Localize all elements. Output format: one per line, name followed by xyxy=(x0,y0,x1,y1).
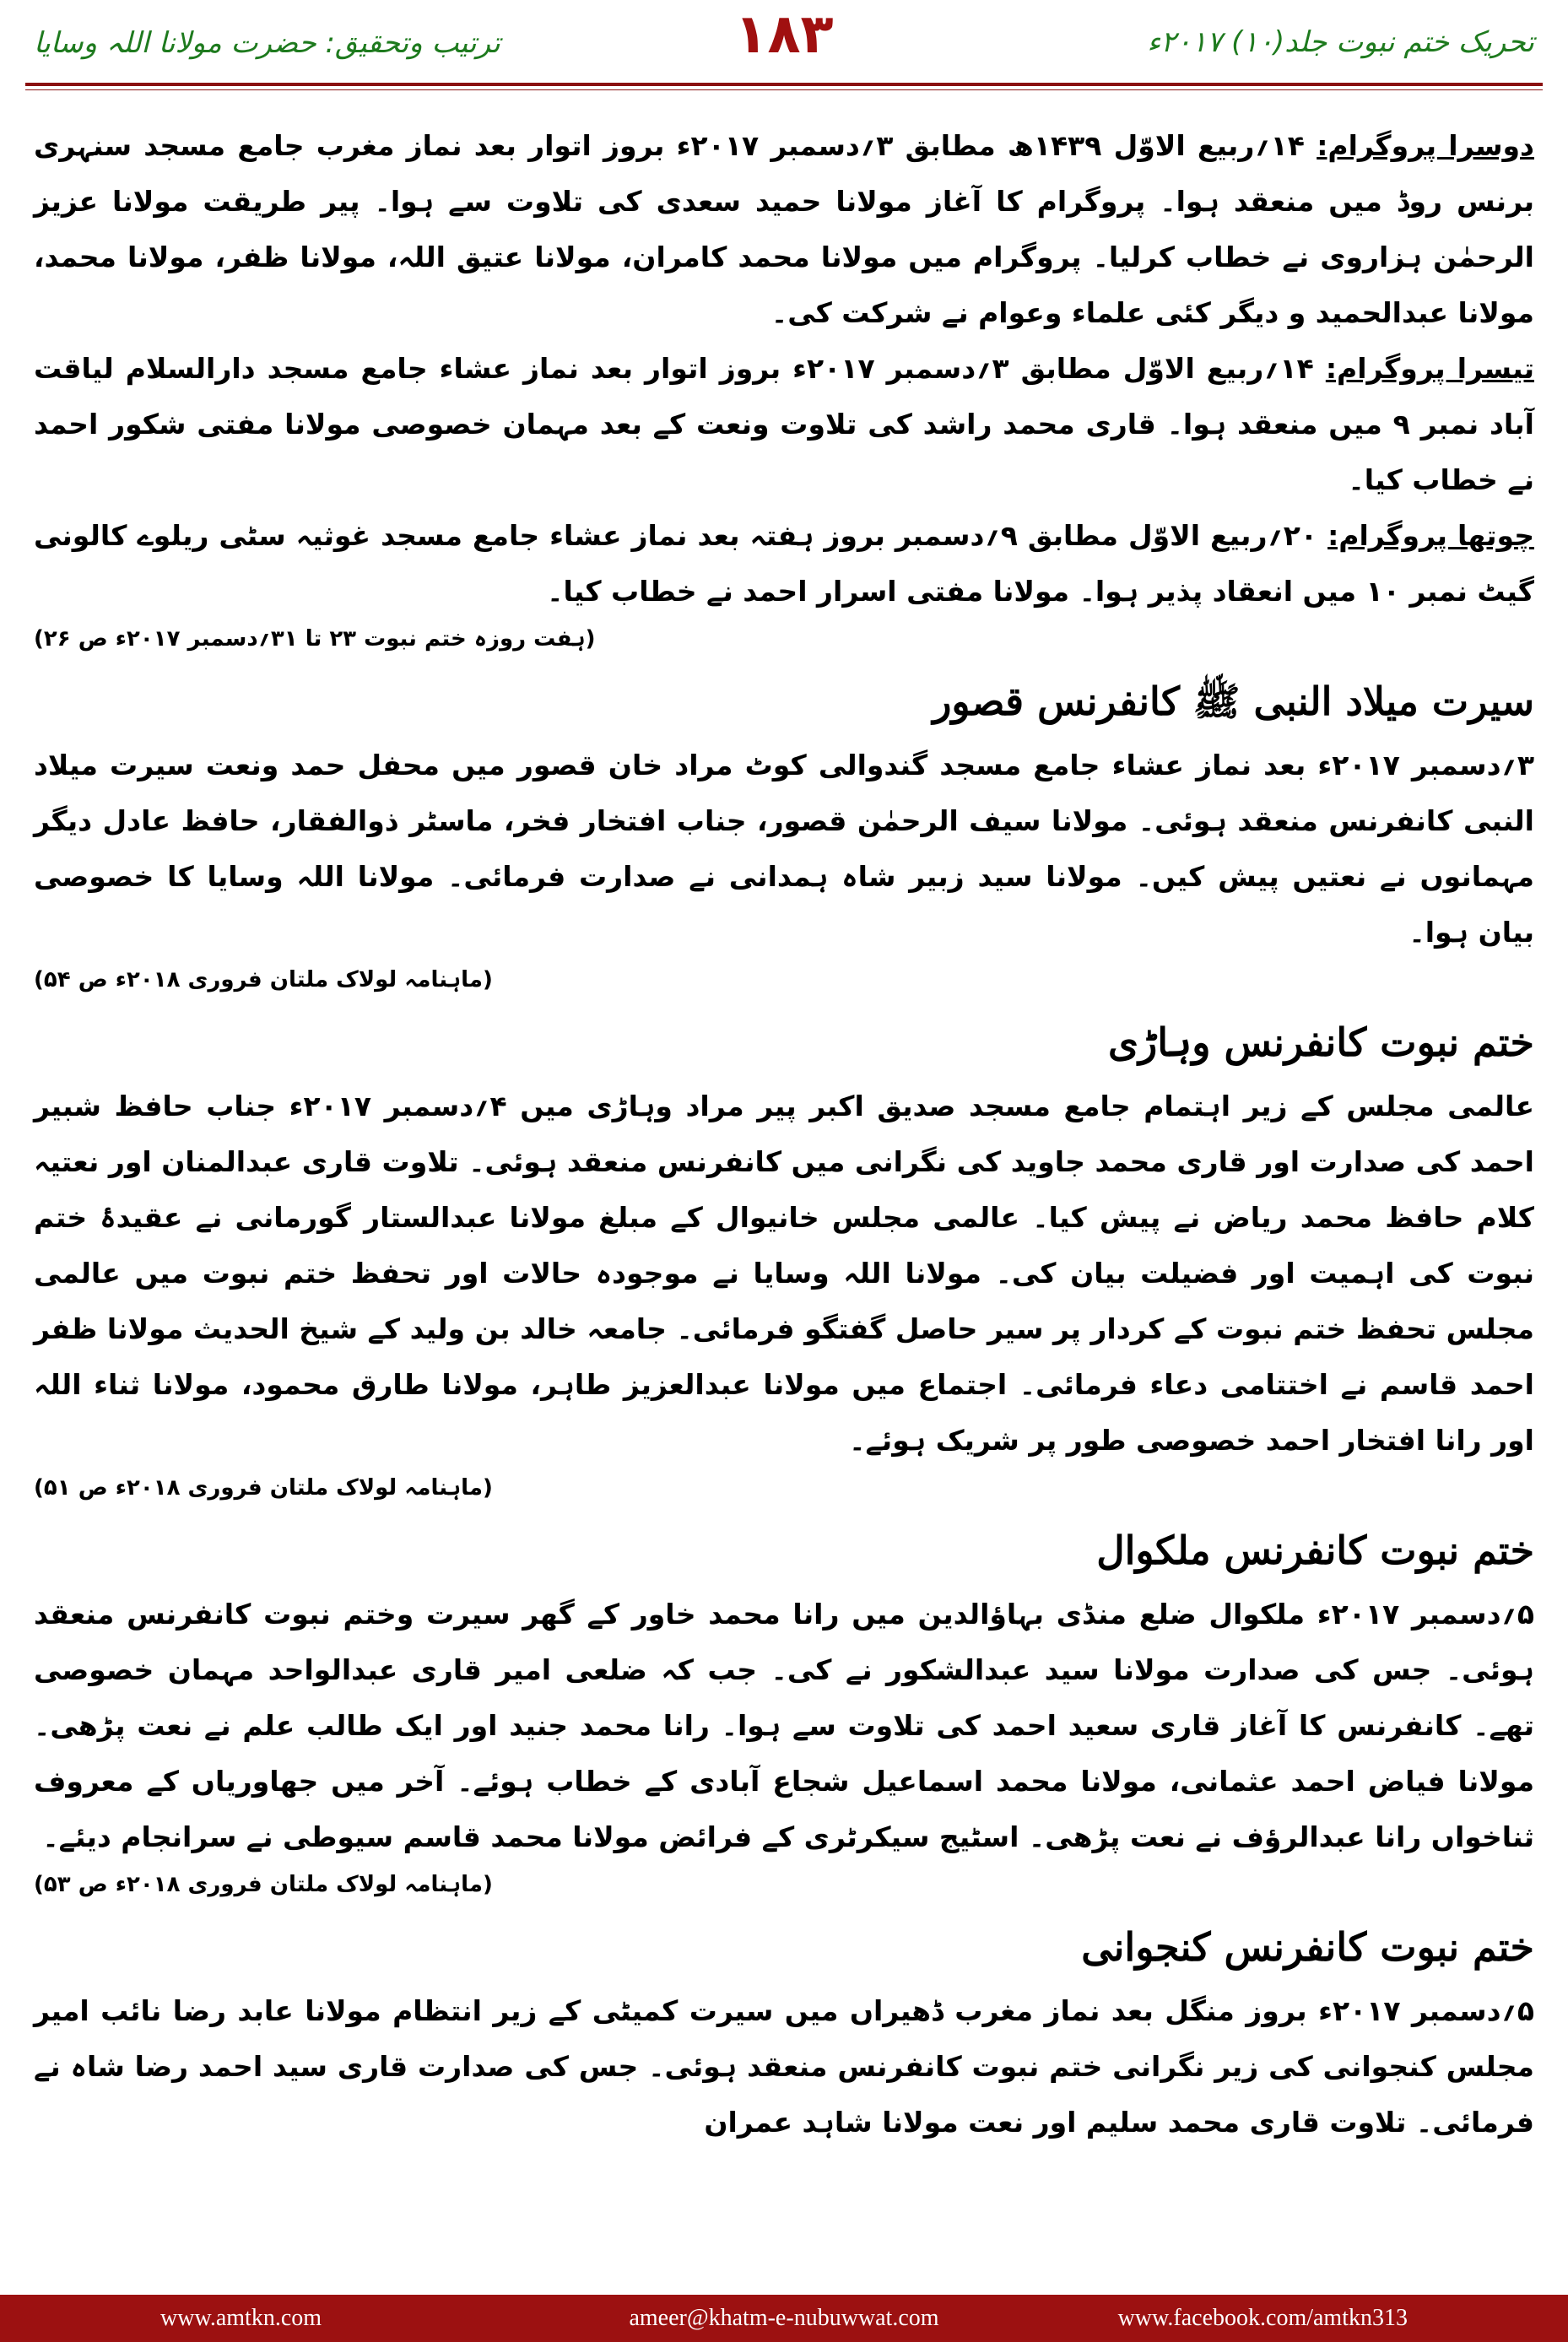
paragraph-fourth-program xyxy=(34,508,1534,619)
paragraph-text: ۱۴؍ربیع الاوّل مطابق ۳؍دسمبر ۲۰۱۷ء بروز اتوار بعد نماز عشاء جامع مسجد دارالسلام لیاقت آباد نمبر ۹ میں منعقد ہوا۔ قاری محمد راشد کی تلاوت ونعت کے بعد مہمان خصوصی مولانا مفتی شکور احمد نے خطاب کیا۔ xyxy=(34,352,1534,496)
citation: (ماہنامہ لولاک ملتان فروری ۲۰۱۸ء ص ۵۱) xyxy=(34,1475,493,1501)
citation: (ہفت روزہ ختم نبوت ۲۳ تا ۳۱؍دسمبر ۲۰۱۷ء ص ۲۶) xyxy=(34,626,596,652)
paragraph-vehari: عالمی مجلس کے زیر اہتمام جامع مسجد صدیق اکبر پیر مراد وہاڑی میں ۴؍دسمبر ۲۰۱۷ء جناب حافظ شبیر احمد کی صدارت اور قاری محمد جاوید کی نگرانی میں کانفرنس منعقد ہوئی۔ تلاوت قاری عبدالمنان اور نعتیہ کلام حافظ محمد ریاض نے پیش کیا۔ عالمی مجلس خانیوال کے مبلغ مولانا عبدالستار گورمانی نے عقیدۂ ختم نبوت کی اہمیت اور فضیلت بیان کی۔ مولانا اللہ وسایا نے موجودہ حالات اور تحفظ ختم نبوت میں عالمی مجلس تحفظ ختم نبوت کے کردار پر سیر حاصل گفتگو فرمائی۔ جامعہ خالد بن ولید کے شیخ الحدیث مولانا ظفر احمد قاسم نے اختتامی دعاء فرمائی۔ اجتماع میں مولانا عبدالعزیز طاہر، مولانا طارق محمود، مولانا ثناء اللہ اور رانا افتخار احمد خصوصی طور پر شریک ہوئے۔ xyxy=(34,1090,1534,1457)
paragraph-label: دوسرا پروگرام: xyxy=(1317,129,1534,162)
paragraph-text: ۱۴؍ربیع الاوّل ۱۴۳۹ھ مطابق ۳؍دسمبر ۲۰۱۷ء بروز اتوار بعد نماز مغرب جامع مسجد سنہری برنس روڈ میں منعقد ہوا۔ پروگرام کا آغاز مولانا حمید سعدی کی تلاوت سے ہوا۔ پیر طریقت مولانا عزیز الرحمٰن ہزاروی نے خطاب کرلیا۔ پروگرام میں مولانا محمد کامران، مولانا عتیق اللہ، مولانا ظفر، مولانا محمد، مولانا عبدالحمید و دیگر کئی علماء وعوام نے شرکت کی۔ xyxy=(34,129,1534,329)
header-book-title: تحریک ختم نبوت جلد(۱۰) ۲۰۱۷ء xyxy=(1147,25,1534,59)
paragraph-text: ۲۰؍ربیع الاوّل مطابق ۹؍دسمبر بروز ہفتہ بعد نماز عشاء جامع مسجد غوثیہ سٹی ریلوے کالونی گیٹ نمبر ۱۰ میں انعقاد پذیر ہوا۔ مولانا مفتی اسرار احمد نے خطاب کیا۔ xyxy=(34,519,1534,608)
page-footer xyxy=(0,2295,1568,2342)
paragraph-label: چوتھا پروگرام: xyxy=(1327,519,1534,552)
page-header xyxy=(0,0,1568,84)
header-divider-thin xyxy=(25,89,1543,90)
section-heading-vehari: ختم نبوت کانفرنس وہاڑی xyxy=(1108,1020,1534,1065)
paragraph-qasur: ۳؍دسمبر ۲۰۱۷ء بعد نماز عشاء جامع مسجد گندوالی کوٹ مراد خان قصور میں محفل حمد ونعت سیرت میلاد النبی کانفرنس منعقد ہوئی۔ مولانا سیف الرحمٰن قصور، جناب افتخار فخر، ماسٹر ذوالفقار، حافظ عادل دیگر مہمانوں نے نعتیں پیش کیں۔ مولانا سید زبیر شاہ ہمدانی نے صدارت فرمائی۔ مولانا اللہ وسایا کا خصوصی بیان ہوا۔ xyxy=(34,749,1534,949)
paragraph-label: تیسرا پروگرام: xyxy=(1325,352,1534,385)
footer-email[interactable]: ameer@khatm-e-nubuwwat.com xyxy=(629,2305,939,2331)
header-compiler: ترتیب وتحقیق: حضرت مولانا اللہ وسایا xyxy=(34,26,500,60)
section-heading-malakwal: ختم نبوت کانفرنس ملکوال xyxy=(1096,1528,1534,1573)
paragraph-third-program xyxy=(34,341,1534,508)
paragraph-malakwal: ۵؍دسمبر ۲۰۱۷ء ملکوال ضلع منڈی بہاؤالدین میں رانا محمد خاور کے گھر سیرت وختم نبوت کانفرنس منعقد ہوئی۔ جس کی صدارت مولانا سید عبدالشکور نے کی۔ جب کہ ضلعی امیر قاری عبدالواحد مہمان خصوصی تھے۔ کانفرنس کا آغاز قاری سعید احمد کی تلاوت سے ہوا۔ رانا محمد جنید اور ایک طالب علم نے نعت پڑھی۔ مولانا فیاض احمد عثمانی، مولانا محمد اسماعیل شجاع آبادی کے خطاب ہوئے۔ آخر میں جھاوریاں کے معروف ثناخواں رانا عبدالرؤف نے نعت پڑھی۔ اسٹیج سیکرٹری کے فرائض مولانا محمد قاسم سیوطی نے سرانجام دیئے۔ xyxy=(34,1598,1534,1853)
citation: (ماہنامہ لولاک ملتان فروری ۲۰۱۸ء ص ۵۳) xyxy=(34,1872,493,1897)
paragraph-second-program xyxy=(34,118,1534,341)
page-body xyxy=(34,118,1534,2258)
section-heading-qasur: سیرت میلاد النبی ﷺ کانفرنس قصور xyxy=(933,679,1534,724)
page-number: ۱۸۳ xyxy=(734,3,834,66)
footer-website-link[interactable]: www.amtkn.com xyxy=(160,2305,322,2331)
citation: (ماہنامہ لولاک ملتان فروری ۲۰۱۸ء ص ۵۴) xyxy=(34,967,493,993)
paragraph-kunjwani: ۵؍دسمبر ۲۰۱۷ء بروز منگل بعد نماز مغرب ڈھیراں میں سیرت کمیٹی کے زیر انتظام مولانا عابد رضا نائب امیر مجلس کنجوانی کی زیر نگرانی ختم نبوت کانفرنس منعقد ہوئی۔ جس کی صدارت قاری سید احمد رضا شاہ نے فرمائی۔ تلاوت قاری محمد سلیم اور نعت مولانا شاہد عمران xyxy=(34,1994,1535,2139)
footer-facebook-link[interactable]: www.facebook.com/amtkn313 xyxy=(1117,2305,1408,2331)
section-heading-kunjwani: ختم نبوت کانفرنس کنجوانی xyxy=(1081,1924,1534,1970)
header-divider xyxy=(25,83,1543,86)
